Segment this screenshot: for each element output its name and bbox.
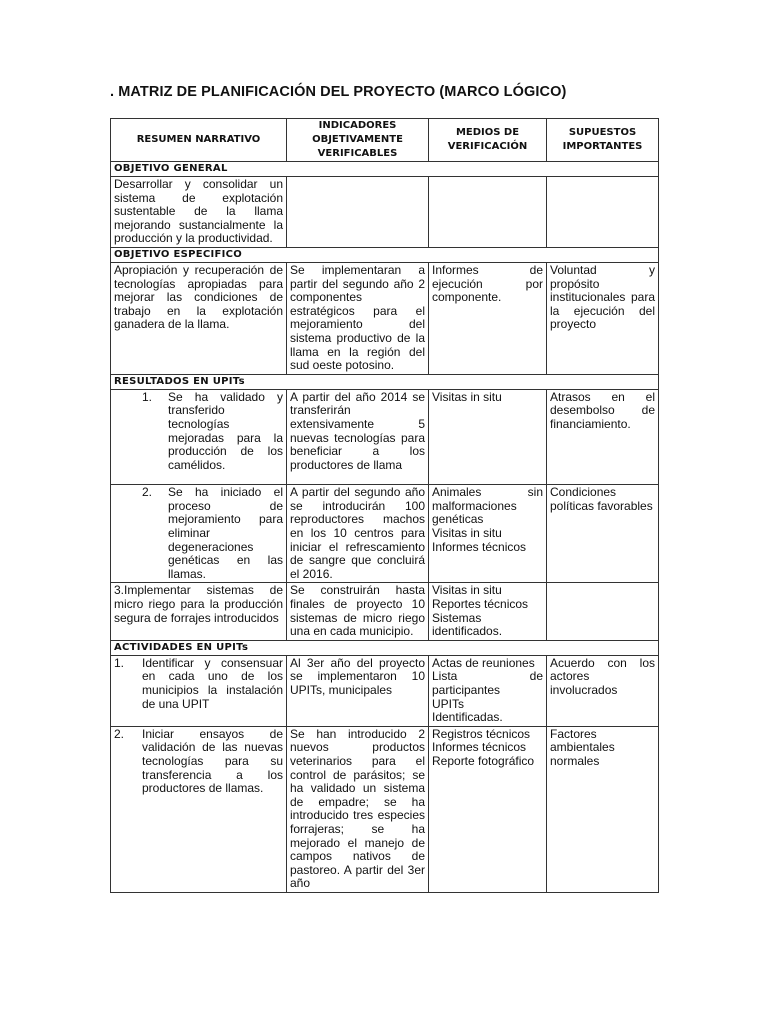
medios-line: Informes técnicos <box>432 539 527 554</box>
medios-line: Animales sin malformaciones genéticas <box>432 485 543 527</box>
table-row <box>111 177 659 248</box>
table-row <box>111 655 659 726</box>
cell-resumen: Desarrollar y consolidar un sistema de explotación sustentable de la llama mejorando sustancialmente la producción y la productividad. <box>111 177 287 248</box>
section-row <box>111 162 659 177</box>
section-row <box>111 374 659 389</box>
cell-resumen <box>111 485 287 583</box>
medios-line: Sistemas identificados. <box>432 610 503 639</box>
item-number: 1. <box>142 389 153 404</box>
cell-supuestos <box>547 583 659 640</box>
cell-indicadores: Se construirán hasta finales de proyecto 10 sistemas de micro riego una en cada municipio. <box>287 583 429 640</box>
item-text: Se ha validado y transferido tecnologías mejoradas para la producción de los camélidos. <box>168 389 283 472</box>
section-objetivo-general: OBJETIVO GENERAL <box>111 162 659 177</box>
section-objetivo-especifico: OBJETIVO ESPECIFICO <box>111 247 659 262</box>
header-resumen: RESUMEN NARRATIVO <box>111 119 287 162</box>
item-text: Identificar y consensuar en cada uno de los municipios la instalación de una UPIT <box>142 655 283 711</box>
item-text: Implementar sistemas de micro riego para la producción segura de forrajes introducidos <box>114 583 283 625</box>
cell-supuestos: Condiciones políticas favorables <box>547 485 659 583</box>
header-row <box>111 119 659 162</box>
item-number: 2. <box>114 726 125 741</box>
header-indicadores: INDICADORES OBJETIVAMENTE VERIFICABLES <box>287 119 429 162</box>
cell-indicadores <box>287 177 429 248</box>
table-row <box>111 389 659 485</box>
section-actividades: ACTIVIDADES EN UPITs <box>111 640 659 655</box>
medios-line: Lista de participantes <box>432 669 543 697</box>
table-row <box>111 262 659 374</box>
item-text: Se ha iniciado el proceso de mejoramiento para eliminar degeneraciones genéticas en las llamas. <box>168 485 283 581</box>
cell-supuestos <box>547 177 659 248</box>
cell-medios <box>429 389 547 485</box>
item-number: 2. <box>142 485 153 500</box>
cell-resumen <box>111 583 287 640</box>
header-supuestos: SUPUESTOS IMPORTANTES <box>547 119 659 162</box>
cell-indicadores: Al 3er año del proyecto se implementaron 10 UPITs, municipales <box>287 655 429 726</box>
item-text: Iniciar ensayos de validación de las nuevas tecnologías para su transferencia a los productores de llamas. <box>142 726 283 796</box>
item-number: 3. <box>114 583 125 598</box>
item-number: 1. <box>114 655 125 670</box>
cell-medios <box>429 726 547 892</box>
section-row <box>111 247 659 262</box>
cell-medios <box>429 485 547 583</box>
cell-resumen: Apropiación y recuperación de tecnologías apropiadas para mejorar las condiciones de trabajo en la explotación ganadera de la llama. <box>111 262 287 374</box>
table-row <box>111 485 659 583</box>
medios-line: Identificadas. <box>432 710 503 725</box>
cell-resumen <box>111 655 287 726</box>
medios-line: Reportes técnicos <box>432 597 529 612</box>
cell-indicadores: A partir del año 2014 se transferirán extensivamente 5 nuevas tecnologías para beneficiar a los productores de llama <box>287 389 429 485</box>
medios-line: Registros técnicos <box>432 726 531 741</box>
table-row <box>111 726 659 892</box>
header-medios: MEDIOS DE VERIFICACIÓN <box>429 119 547 162</box>
cell-indicadores: Se implementaran a partir del segundo año 2 componentes estratégicos para el mejoramiento del sistema productivo de la llama en la región del sud oeste potosino. <box>287 262 429 374</box>
medios-line: Visitas in situ <box>432 583 502 598</box>
cell-indicadores: Se han introducido 2 nuevos productos veterinarios para el control de parásitos; se ha validado un sistema de empadre; se ha introducido tres especies forrajeras; se ha mejorado el manejo de campos nativos de pastoreo. A partir del 3er año <box>287 726 429 892</box>
medios-line: Informes técnicos <box>432 740 527 755</box>
medios-line: Visitas in situ <box>432 389 502 404</box>
cell-supuestos: Atrasos en el desembolso de financiamiento. <box>547 389 659 485</box>
cell-supuestos: Acuerdo con los actores involucrados <box>547 655 659 726</box>
page-title: . MATRIZ DE PLANIFICACIÓN DEL PROYECTO (MARCO LÓGICO) <box>110 84 567 100</box>
section-row <box>111 640 659 655</box>
section-resultados: RESULTADOS EN UPITs <box>111 374 659 389</box>
cell-indicadores: A partir del segundo año se introducirán 100 reproductores machos en los 10 centros para iniciar el refrescamiento de sangre que concluirá el 2016. <box>287 485 429 583</box>
cell-medios <box>429 655 547 726</box>
cell-supuestos: Factores ambientales normales <box>547 726 659 892</box>
logical-framework-table <box>110 118 659 893</box>
cell-resumen <box>111 389 287 485</box>
medios-line: Actas de reuniones <box>432 655 535 670</box>
cell-resumen <box>111 726 287 892</box>
table-row <box>111 583 659 640</box>
medios-line: UPITs <box>432 696 465 711</box>
medios-line: Visitas in situ <box>432 526 502 541</box>
cell-medios <box>429 177 547 248</box>
medios-line: Reporte fotográfico <box>432 753 535 768</box>
cell-supuestos: Voluntad y propósito institucionales para la ejecución del proyecto <box>547 262 659 374</box>
cell-medios: Informes de ejecución por componente. <box>429 262 547 374</box>
cell-medios <box>429 583 547 640</box>
